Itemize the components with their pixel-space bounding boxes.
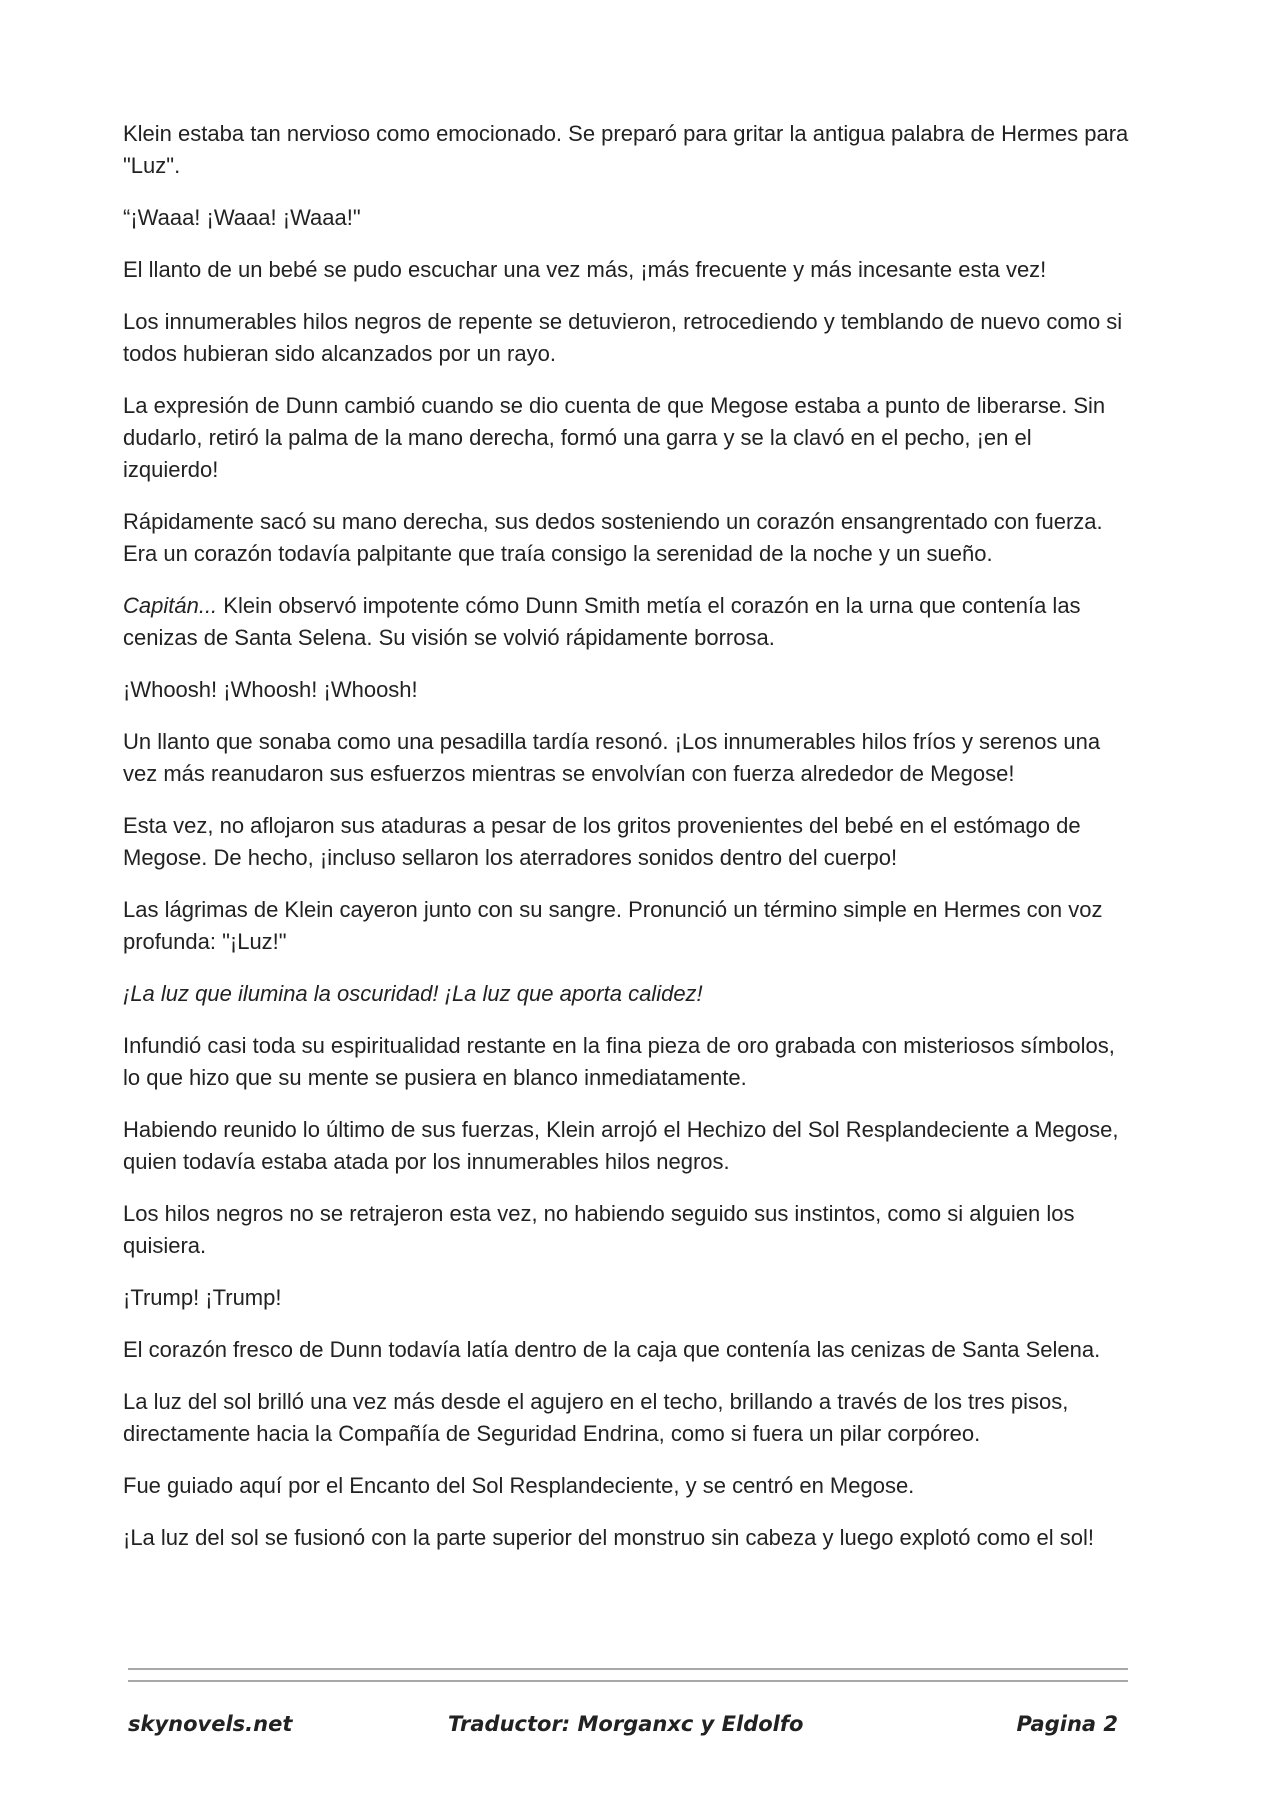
paragraph-18: La luz del sol brilló una vez más desde el agujero en el techo, brillando a través de los tres pisos, directamente hacia la Compañía de Seguridad Endrina, como si fuera un pilar corpóreo.: [123, 1389, 1069, 1446]
footer-divider: [128, 1668, 1128, 1682]
paragraph-9: Un llanto que sonaba como una pesadilla tardía resonó. ¡Los innumerables hilos fríos y serenos una vez más reanudaron sus esfuerzos mientras se envolvían con fuerza alrededor de Megose!: [123, 729, 1101, 786]
paragraph-1: Klein estaba tan nervioso como emocionado. Se preparó para gritar la antigua palabra de Hermes para "Luz".: [123, 121, 1129, 178]
paragraph-6: Rápidamente sacó su mano derecha, sus dedos sosteniendo un corazón ensangrentado con fuerza. Era un corazón todavía palpitante que traía consigo la serenidad de la noche y un sueño.: [123, 509, 1103, 566]
paragraph-7: Capitán... Klein observó impotente cómo Dunn Smith metía el corazón en la urna que contenía las cenizas de Santa Selena. Su visión se volvió rápidamente borrosa.: [123, 593, 1081, 650]
document-body: [123, 118, 1133, 1574]
footer-page-number: Pagina 2: [1016, 1712, 1118, 1736]
paragraph-19: Fue guiado aquí por el Encanto del Sol Resplandeciente, y se centró en Megose.: [123, 1473, 915, 1498]
paragraph-17: El corazón fresco de Dunn todavía latía dentro de la caja que contenía las cenizas de Santa Selena.: [123, 1337, 1101, 1362]
paragraph-15: Los hilos negros no se retrajeron esta vez, no habiendo seguido sus instintos, como si alguien los quisiera.: [123, 1201, 1075, 1258]
paragraph-10: Esta vez, no aflojaron sus ataduras a pesar de los gritos provenientes del bebé en el estómago de Megose. De hecho, ¡incluso sellaron los aterradores sonidos dentro del cuerpo!: [123, 813, 1081, 870]
italic-thought: Capitán...: [123, 593, 218, 618]
paragraph-13: Infundió casi toda su espiritualidad restante en la fina pieza de oro grabada con misteriosos símbolos, lo que hizo que su mente se pusiera en blanco inmediatamente.: [123, 1033, 1115, 1090]
footer-rule-bottom: [128, 1680, 1128, 1682]
paragraph-3: El llanto de un bebé se pudo escuchar una vez más, ¡más frecuente y más incesante esta vez!: [123, 257, 1047, 282]
paragraph-16: ¡Trump! ¡Trump!: [123, 1285, 282, 1310]
paragraph-11: Las lágrimas de Klein cayeron junto con su sangre. Pronunció un término simple en Hermes con voz profunda: "¡Luz!": [123, 897, 1103, 954]
paragraph-14: Habiendo reunido lo último de sus fuerzas, Klein arrojó el Hechizo del Sol Resplandeciente a Megose, quien todavía estaba atada por los innumerables hilos negros.: [123, 1117, 1119, 1174]
footer-rule-top: [128, 1668, 1128, 1670]
paragraph-5: La expresión de Dunn cambió cuando se dio cuenta de que Megose estaba a punto de liberarse. Sin dudarlo, retiró la palma de la mano derecha, formó una garra y se la clavó en el pecho, ¡en el izquierdo!: [123, 393, 1106, 482]
paragraph-12: [123, 978, 1133, 1010]
paragraph-4: Los innumerables hilos negros de repente se detuvieron, retrocediendo y temblando de nuevo como si todos hubieran sido alcanzados por un rayo.: [123, 309, 1123, 366]
paragraph-8: ¡Whoosh! ¡Whoosh! ¡Whoosh!: [123, 677, 418, 702]
page-footer: [128, 1712, 1118, 1748]
paragraph-2: “¡Waaa! ¡Waaa! ¡Waaa!": [123, 205, 361, 230]
paragraph-20: ¡La luz del sol se fusionó con la parte superior del monstruo sin cabeza y luego explotó como el sol!: [123, 1525, 1094, 1550]
footer-translator: Traductor: Morganxc y Eldolfo: [448, 1712, 804, 1736]
italic-line: ¡La luz que ilumina la oscuridad! ¡La luz que aporta calidez!: [123, 981, 703, 1006]
footer-site: skynovels.net: [128, 1712, 293, 1736]
